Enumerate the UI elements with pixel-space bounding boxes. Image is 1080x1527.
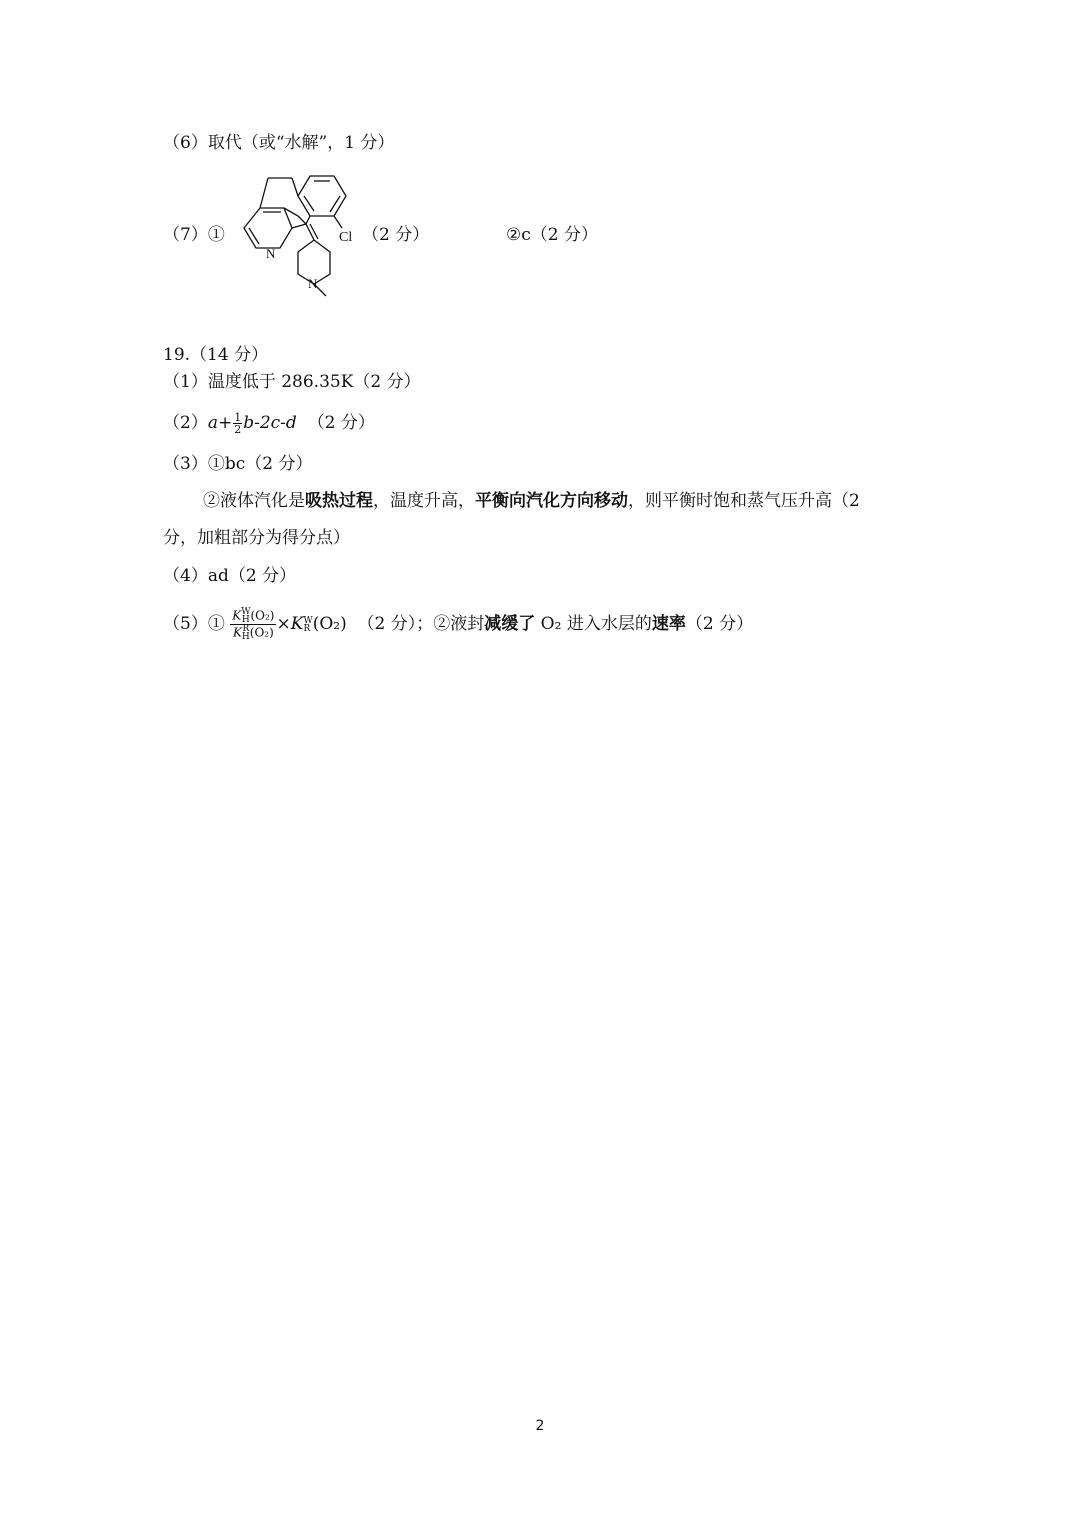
- q19-p2-rest: b-2c-d: [243, 413, 297, 433]
- q19-p2-a: a+: [207, 413, 233, 433]
- q19-p2: [163, 411, 375, 435]
- q19-header: 19.（14 分）: [163, 345, 269, 365]
- q19-p2-label: （2）: [163, 413, 208, 433]
- q19-p5-text-e: （2 分）: [685, 614, 754, 634]
- q19-p3-line1: [163, 452, 312, 476]
- q19-p5-label: （5）①: [163, 614, 225, 634]
- q19-p3-line2: [203, 489, 860, 513]
- pyridine-n-label: N: [266, 246, 276, 261]
- desloratadine-methyl-structure: [230, 164, 370, 304]
- frac-denominator: 2: [234, 423, 242, 436]
- page-number: 2: [535, 1418, 545, 1434]
- ratio-denominator: [230, 625, 276, 641]
- num-sup: W: [241, 607, 251, 617]
- q19-p3-line3: 分，加粗部分为得分点）: [163, 528, 350, 548]
- q19-p5-text-b: 减缓了: [484, 614, 536, 634]
- q19-p4-text: ad（2 分）: [207, 566, 297, 586]
- k2-sub: R: [303, 623, 311, 634]
- q19-p3-text-d: 平衡向汽化方向移动: [475, 491, 628, 511]
- frac-numerator: 1: [234, 411, 242, 424]
- henry-constant-ratio: [230, 608, 276, 641]
- k2-sup: W: [303, 615, 313, 626]
- q19-p1-text: 温度低于 286.35K（2 分）: [207, 372, 421, 392]
- ratio-numerator: [230, 608, 276, 625]
- q19-p5: [163, 608, 753, 641]
- den-sup: R: [242, 624, 250, 634]
- den-sub: H: [241, 632, 250, 642]
- cl-atom-label: Cl: [339, 230, 353, 245]
- q18-p7-label: （7）①: [163, 225, 225, 245]
- den-k: K: [232, 625, 242, 640]
- q19-p3-text-b: 吸热过程: [305, 491, 373, 511]
- q19-p5-text-d: 速率: [651, 614, 686, 634]
- q18-p6: [163, 131, 394, 155]
- q19-p3-text-a: ②液体汽化是: [203, 491, 305, 511]
- q19-p4: [163, 564, 296, 588]
- q19-p1: [163, 370, 421, 394]
- num-sub: H: [241, 615, 250, 625]
- times-sign: ×: [276, 614, 291, 634]
- q19-p4-label: （4）: [163, 566, 208, 586]
- q18-p6-text: 取代（或“水解”，1 分）: [207, 133, 395, 153]
- q19-p3-text-c: ，温度升高，: [373, 491, 475, 511]
- q19-p1-label: （1）: [163, 372, 208, 392]
- q18-p7-score1: （2 分）: [362, 225, 430, 245]
- q19-p5-text-a: ②液封: [433, 614, 485, 634]
- piperidine-n-label: N: [308, 276, 318, 291]
- half-fraction: [233, 412, 242, 435]
- q19-p3-label: （3）: [163, 454, 208, 474]
- den-arg: (O₂): [249, 625, 274, 640]
- q19-p5-text-c: O₂ 进入水层的: [535, 614, 652, 634]
- q19-p3-text-e: ，则平衡时饱和蒸气压升高（2: [628, 491, 860, 511]
- q18-p7-part2: ②c（2 分）: [506, 225, 598, 245]
- q18-p6-label: （6）: [163, 133, 208, 153]
- num-k: K: [232, 608, 242, 623]
- k2-arg: (O₂): [312, 614, 347, 634]
- q19-p2-score: （2 分）: [307, 413, 375, 433]
- k2: K: [290, 614, 304, 634]
- q19-p3-part1: ①bc（2 分）: [207, 454, 313, 474]
- q19-p5-score1: （2 分）；: [357, 614, 434, 634]
- num-arg: (O₂): [250, 608, 275, 623]
